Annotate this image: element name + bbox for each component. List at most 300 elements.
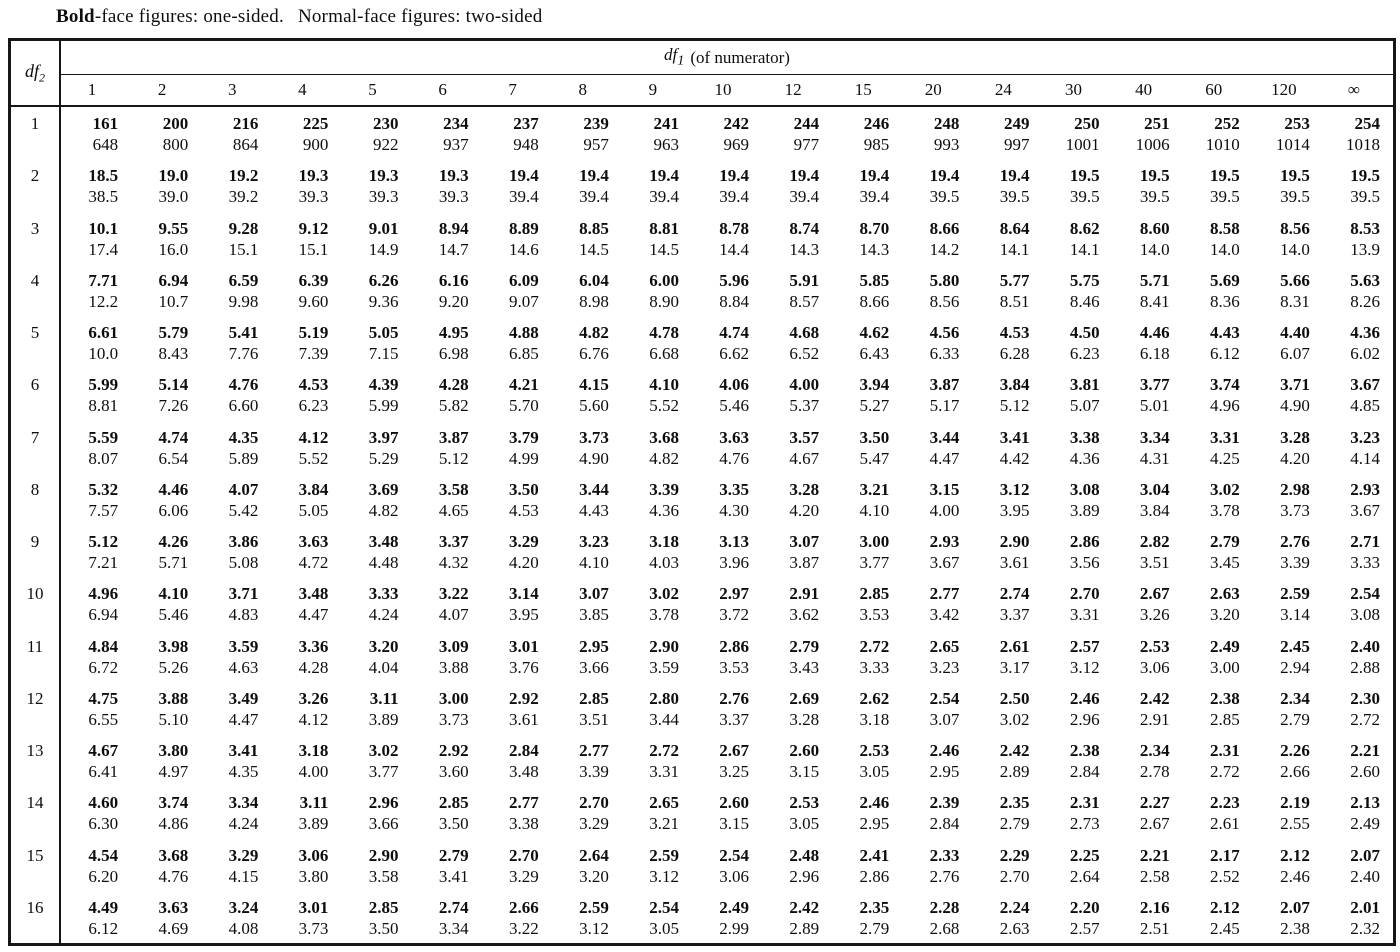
one-sided-line <box>61 531 1393 552</box>
value-cell: 2.79 <box>789 636 820 656</box>
value-cell: 4.60 <box>88 793 119 813</box>
value-cell: 2.79 <box>1210 532 1240 551</box>
row-label-df2: 11 <box>26 636 44 656</box>
value-cell: 3.20 <box>579 866 609 886</box>
row-label-df2: 10 <box>26 584 44 604</box>
data-columns <box>61 41 1393 943</box>
value-cell: 3.41 <box>228 741 259 760</box>
value-cell: 5.60 <box>579 396 609 416</box>
value-cell: 4.12 <box>298 709 329 729</box>
value-cell: 8.41 <box>1139 291 1170 311</box>
value-cell: 648 <box>92 135 119 154</box>
value-cell: 246 <box>863 114 890 133</box>
value-cell: 4.53 <box>999 323 1030 342</box>
value-cell: 2.63 <box>1210 584 1240 604</box>
value-cell: 19.5 <box>1350 166 1380 186</box>
value-cell: 253 <box>1284 114 1310 133</box>
value-cell: 8.98 <box>579 291 609 311</box>
value-cell: 8.36 <box>1210 291 1240 311</box>
value-cell: 2.85 <box>1210 709 1240 729</box>
value-cell: 900 <box>302 135 329 154</box>
value-cell: 4.40 <box>1280 323 1310 342</box>
value-cell: 5.08 <box>228 553 259 572</box>
value-cell: 937 <box>443 135 469 154</box>
value-cell: 14.1 <box>999 239 1030 259</box>
value-cell: 9.01 <box>368 218 399 238</box>
value-cell: 4.50 <box>1069 323 1100 342</box>
value-cell: 3.06 <box>298 845 329 865</box>
value-cell: 5.32 <box>88 479 119 499</box>
value-cell: 3.12 <box>649 866 679 886</box>
value-cell: 3.61 <box>999 553 1030 572</box>
value-cell: 7.21 <box>88 553 119 572</box>
value-cell: 250 <box>1074 114 1100 133</box>
value-cell: 2.01 <box>1350 897 1380 917</box>
value-cell: 8.81 <box>649 218 679 238</box>
value-cell: 3.00 <box>438 688 469 708</box>
value-cell: 225 <box>302 114 329 133</box>
value-cell: 2.82 <box>1139 532 1170 551</box>
value-cell: 3.02 <box>649 584 679 604</box>
value-cell: 2.29 <box>999 845 1030 865</box>
value-cell: 2.45 <box>1210 918 1240 938</box>
value-cell: 2.07 <box>1350 845 1380 865</box>
value-cell: 8.81 <box>88 396 119 416</box>
value-cell: 6.28 <box>999 344 1030 363</box>
value-cell: 2.61 <box>1210 814 1240 834</box>
column-header: 6 <box>438 80 447 99</box>
value-cell: 5.46 <box>158 605 189 625</box>
value-cell: 993 <box>933 135 960 154</box>
value-cell: 4.20 <box>1280 448 1310 468</box>
value-cell: 3.08 <box>1069 479 1100 499</box>
value-cell: 241 <box>653 114 679 133</box>
value-cell: 3.29 <box>508 532 539 551</box>
value-cell: 39.4 <box>508 187 539 207</box>
value-cell: 6.09 <box>508 270 539 290</box>
value-cell: 2.60 <box>719 793 750 813</box>
value-cell: 3.34 <box>1139 427 1170 447</box>
value-cell: 3.07 <box>579 584 609 604</box>
value-cell: 2.40 <box>1350 866 1380 886</box>
value-cell: 2.84 <box>508 741 539 760</box>
two-sided-line <box>61 291 1393 312</box>
value-cell: 14.5 <box>649 239 679 259</box>
value-cell: 19.4 <box>859 166 890 186</box>
value-cell: 2.23 <box>1210 793 1240 813</box>
value-cell: 2.70 <box>999 866 1030 886</box>
value-cell: 6.54 <box>158 448 189 468</box>
value-cell: 8.64 <box>999 218 1030 238</box>
value-cell: 5.80 <box>929 270 960 290</box>
value-cell: 3.84 <box>1139 500 1170 520</box>
table-row <box>61 630 1393 682</box>
value-cell: 4.86 <box>158 814 189 834</box>
value-cell: 3.28 <box>789 479 820 499</box>
value-cell: 230 <box>373 114 399 133</box>
two-sided-line <box>61 343 1393 364</box>
value-cell: 2.19 <box>1280 793 1310 813</box>
column-header: 60 <box>1205 80 1223 99</box>
value-cell: 234 <box>443 114 469 133</box>
value-cell: 3.68 <box>649 427 679 447</box>
value-cell: 5.99 <box>88 375 119 395</box>
row-label-df2: 1 <box>30 114 40 133</box>
row-label-df2: 3 <box>30 218 40 238</box>
value-cell: 948 <box>513 135 539 154</box>
value-cell: 963 <box>653 135 679 154</box>
value-cell: 3.41 <box>999 427 1030 447</box>
value-cell: 5.71 <box>1139 270 1170 290</box>
value-cell: 10.7 <box>158 291 189 311</box>
value-cell: 3.02 <box>368 741 399 760</box>
value-cell: 5.52 <box>649 396 679 416</box>
value-cell: 3.05 <box>859 762 890 781</box>
value-cell: 5.75 <box>1069 270 1100 290</box>
value-cell: 4.10 <box>649 375 679 395</box>
value-cell: 7.15 <box>368 344 399 363</box>
value-cell: 3.78 <box>649 605 679 625</box>
value-cell: 6.02 <box>1350 344 1380 363</box>
value-cell: 3.51 <box>579 709 609 729</box>
value-cell: 5.96 <box>719 270 750 290</box>
df1-var: df <box>664 45 678 65</box>
value-cell: 161 <box>92 114 119 133</box>
value-cell: 3.79 <box>508 427 539 447</box>
value-cell: 4.15 <box>579 375 609 395</box>
value-cell: 4.96 <box>1210 396 1240 416</box>
value-cell: 3.50 <box>508 479 539 499</box>
value-cell: 2.54 <box>719 845 750 865</box>
value-cell: 4.96 <box>88 584 119 604</box>
value-cell: 3.87 <box>438 427 469 447</box>
value-cell: 2.97 <box>719 584 750 604</box>
value-cell: 39.5 <box>1210 187 1240 207</box>
column-headers <box>61 75 1393 107</box>
value-cell: 6.52 <box>789 344 820 363</box>
column-header: 9 <box>648 80 658 99</box>
value-cell: 2.77 <box>508 793 539 813</box>
value-cell: 1006 <box>1135 135 1170 154</box>
value-cell: 5.07 <box>1069 396 1100 416</box>
value-cell: 4.24 <box>228 814 259 834</box>
value-cell: 6.62 <box>719 344 750 363</box>
value-cell: 4.00 <box>929 500 960 520</box>
value-cell: 2.12 <box>1280 845 1310 865</box>
value-cell: 4.14 <box>1350 448 1380 468</box>
value-cell: 922 <box>373 135 399 154</box>
value-cell: 2.48 <box>789 845 820 865</box>
value-cell: 5.79 <box>158 323 189 342</box>
value-cell: 5.46 <box>719 396 750 416</box>
value-cell: 3.88 <box>158 688 189 708</box>
value-cell: 3.77 <box>1139 375 1170 395</box>
value-cell: 239 <box>583 114 609 133</box>
value-cell: 254 <box>1354 114 1380 133</box>
value-cell: 3.50 <box>368 918 399 938</box>
value-cell: 2.65 <box>649 793 679 813</box>
value-cell: 3.72 <box>719 605 750 625</box>
value-cell: 3.66 <box>368 814 399 834</box>
value-cell: 4.56 <box>929 323 960 342</box>
value-cell: 4.35 <box>228 427 259 447</box>
value-cell: 3.50 <box>859 427 890 447</box>
value-cell: 6.06 <box>158 500 189 520</box>
value-cell: 3.37 <box>438 532 469 551</box>
value-cell: 4.54 <box>88 845 119 865</box>
value-cell: 2.31 <box>1210 741 1240 760</box>
value-cell: 4.15 <box>228 866 259 886</box>
value-cell: 2.34 <box>1139 741 1170 760</box>
value-cell: 19.4 <box>649 166 679 186</box>
value-cell: 3.34 <box>438 918 469 938</box>
value-cell: 3.06 <box>1139 657 1170 677</box>
two-sided-line <box>61 657 1393 678</box>
table-row <box>61 577 1393 629</box>
value-cell: 6.33 <box>929 344 960 363</box>
two-sided-line <box>61 709 1393 730</box>
value-cell: 6.68 <box>649 344 679 363</box>
value-cell: 6.04 <box>579 270 609 290</box>
value-cell: 8.66 <box>929 218 960 238</box>
value-cell: 3.87 <box>789 553 820 572</box>
value-cell: 2.13 <box>1350 793 1380 813</box>
value-cell: 2.73 <box>1069 814 1100 834</box>
value-cell: 16.0 <box>158 239 189 259</box>
value-cell: 4.03 <box>649 553 679 572</box>
value-cell: 4.35 <box>228 762 259 781</box>
value-cell: 39.0 <box>158 187 189 207</box>
value-cell: 4.31 <box>1139 448 1170 468</box>
value-cell: 3.26 <box>298 688 329 708</box>
value-cell: 2.49 <box>1210 636 1240 656</box>
value-cell: 2.34 <box>1280 688 1310 708</box>
value-cell: 3.48 <box>298 584 329 604</box>
value-cell: 4.20 <box>508 553 539 572</box>
two-sided-line <box>61 500 1393 521</box>
value-cell: 2.38 <box>1280 918 1310 938</box>
row-label-df2: 14 <box>26 793 44 813</box>
caption-bold-word: Bold <box>56 6 95 27</box>
value-cell: 19.5 <box>1280 166 1310 186</box>
value-cell: 3.23 <box>1350 427 1380 447</box>
row-label-df2: 5 <box>30 323 40 342</box>
value-cell: 2.67 <box>719 741 750 760</box>
value-cell: 3.39 <box>579 762 609 781</box>
value-cell: 2.80 <box>649 688 679 708</box>
value-cell: 9.98 <box>228 291 259 311</box>
value-cell: 2.90 <box>368 845 399 865</box>
df1-spanning-header <box>61 41 1393 75</box>
value-cell: 4.26 <box>158 532 189 551</box>
value-cell: 8.78 <box>719 218 750 238</box>
value-cell: 2.69 <box>789 688 820 708</box>
value-cell: 2.53 <box>1139 636 1170 656</box>
column-header: 30 <box>1065 80 1083 99</box>
value-cell: 5.27 <box>859 396 890 416</box>
value-cell: 3.33 <box>859 657 890 677</box>
value-cell: 3.78 <box>1210 500 1240 520</box>
value-cell: 9.28 <box>228 218 259 238</box>
value-cell: 9.55 <box>158 218 189 238</box>
value-cell: 3.98 <box>158 636 189 656</box>
value-cell: 969 <box>723 135 750 154</box>
value-cell: 251 <box>1144 114 1170 133</box>
value-cell: 3.12 <box>1069 657 1100 677</box>
value-cell: 4.10 <box>859 500 890 520</box>
value-cell: 39.2 <box>228 187 259 207</box>
one-sided-line <box>61 740 1393 761</box>
value-cell: 6.16 <box>438 270 469 290</box>
value-cell: 3.96 <box>719 553 750 572</box>
caption-one-sided-text: -face figures: one-sided. <box>94 6 284 27</box>
table-body <box>61 107 1393 943</box>
value-cell: 1014 <box>1275 135 1310 154</box>
value-cell: 39.3 <box>298 187 329 207</box>
value-cell: 3.59 <box>649 657 679 677</box>
value-cell: 2.49 <box>1350 814 1380 834</box>
value-cell: 216 <box>232 114 259 133</box>
value-cell: 15.1 <box>228 239 259 259</box>
value-cell: 18.5 <box>88 166 119 186</box>
value-cell: 3.71 <box>228 584 259 604</box>
value-cell: 8.66 <box>859 291 890 311</box>
value-cell: 4.43 <box>1210 323 1240 342</box>
value-cell: 14.6 <box>508 239 539 259</box>
value-cell: 2.93 <box>1350 479 1380 499</box>
column-header: ∞ <box>1347 80 1360 99</box>
one-sided-line <box>61 322 1393 343</box>
value-cell: 8.43 <box>158 344 189 363</box>
value-cell: 3.84 <box>999 375 1030 395</box>
value-cell: 2.77 <box>579 741 609 760</box>
value-cell: 6.39 <box>298 270 329 290</box>
value-cell: 3.26 <box>1139 605 1170 625</box>
table-row <box>61 264 1393 316</box>
value-cell: 2.70 <box>579 793 609 813</box>
value-cell: 3.11 <box>369 688 399 708</box>
value-cell: 2.42 <box>789 897 820 917</box>
value-cell: 3.28 <box>789 709 820 729</box>
value-cell: 3.97 <box>368 427 399 447</box>
value-cell: 4.07 <box>438 605 469 625</box>
value-cell: 4.47 <box>228 709 259 729</box>
value-cell: 2.27 <box>1139 793 1170 813</box>
value-cell: 3.36 <box>298 636 329 656</box>
value-cell: 3.17 <box>999 657 1030 677</box>
value-cell: 5.37 <box>789 396 820 416</box>
value-cell: 5.12 <box>999 396 1030 416</box>
value-cell: 1010 <box>1205 135 1240 154</box>
value-cell: 3.07 <box>929 709 960 729</box>
value-cell: 5.41 <box>228 323 259 342</box>
value-cell: 4.68 <box>789 323 820 342</box>
value-cell: 2.17 <box>1210 845 1240 865</box>
value-cell: 5.85 <box>859 270 890 290</box>
value-cell: 4.39 <box>368 375 399 395</box>
value-cell: 2.93 <box>929 532 960 551</box>
two-sided-line <box>61 761 1393 782</box>
value-cell: 14.7 <box>438 239 469 259</box>
value-cell: 8.85 <box>579 218 609 238</box>
value-cell: 3.77 <box>368 762 399 781</box>
stub-column <box>11 41 61 943</box>
value-cell: 2.24 <box>999 897 1030 917</box>
value-cell: 39.5 <box>929 187 960 207</box>
value-cell: 4.46 <box>1139 323 1170 342</box>
value-cell: 19.3 <box>438 166 469 186</box>
value-cell: 14.3 <box>859 239 890 259</box>
value-cell: 4.76 <box>719 448 750 468</box>
value-cell: 6.94 <box>158 270 189 290</box>
one-sided-line <box>61 374 1393 395</box>
value-cell: 3.29 <box>508 866 539 886</box>
value-cell: 2.46 <box>1280 866 1310 886</box>
value-cell: 6.55 <box>88 709 119 729</box>
value-cell: 2.42 <box>1139 688 1170 708</box>
value-cell: 4.24 <box>368 605 399 625</box>
value-cell: 3.45 <box>1210 553 1240 572</box>
value-cell: 4.06 <box>719 375 750 395</box>
value-cell: 3.02 <box>1210 479 1240 499</box>
one-sided-line <box>61 897 1393 918</box>
value-cell: 4.78 <box>649 323 679 342</box>
value-cell: 2.25 <box>1069 845 1100 865</box>
value-cell: 3.20 <box>1210 605 1240 625</box>
value-cell: 4.74 <box>719 323 750 342</box>
column-header: 12 <box>784 80 802 99</box>
value-cell: 3.51 <box>1139 553 1170 572</box>
value-cell: 3.77 <box>859 553 890 572</box>
value-cell: 39.5 <box>1069 187 1100 207</box>
value-cell: 7.26 <box>158 396 189 416</box>
value-cell: 2.46 <box>859 793 890 813</box>
value-cell: 4.28 <box>298 657 329 677</box>
value-cell: 8.74 <box>789 218 820 238</box>
value-cell: 3.67 <box>929 553 960 572</box>
value-cell: 3.23 <box>579 532 609 551</box>
value-cell: 2.89 <box>789 918 820 938</box>
value-cell: 6.23 <box>1069 344 1100 363</box>
value-cell: 4.85 <box>1350 396 1380 416</box>
column-header: 40 <box>1135 80 1153 99</box>
value-cell: 3.89 <box>298 814 329 834</box>
value-cell: 5.42 <box>228 500 259 520</box>
value-cell: 3.00 <box>1210 657 1240 677</box>
value-cell: 5.82 <box>438 396 469 416</box>
value-cell: 2.91 <box>1139 709 1170 729</box>
value-cell: 4.99 <box>508 448 539 468</box>
value-cell: 3.35 <box>719 479 750 499</box>
value-cell: 2.79 <box>438 845 469 865</box>
value-cell: 2.59 <box>579 897 609 917</box>
value-cell: 14.2 <box>929 239 960 259</box>
value-cell: 19.2 <box>228 166 259 186</box>
value-cell: 2.71 <box>1350 532 1380 551</box>
value-cell: 19.4 <box>719 166 750 186</box>
value-cell: 2.53 <box>859 741 890 760</box>
value-cell: 2.85 <box>368 897 399 917</box>
value-cell: 2.84 <box>929 814 960 834</box>
value-cell: 3.33 <box>1350 553 1380 572</box>
value-cell: 2.32 <box>1350 918 1380 938</box>
value-cell: 3.74 <box>1210 375 1240 395</box>
value-cell: 3.37 <box>719 709 750 729</box>
value-cell: 9.36 <box>368 291 399 311</box>
value-cell: 15.1 <box>298 239 329 259</box>
value-cell: 2.33 <box>929 845 960 865</box>
column-header: 24 <box>994 80 1012 99</box>
